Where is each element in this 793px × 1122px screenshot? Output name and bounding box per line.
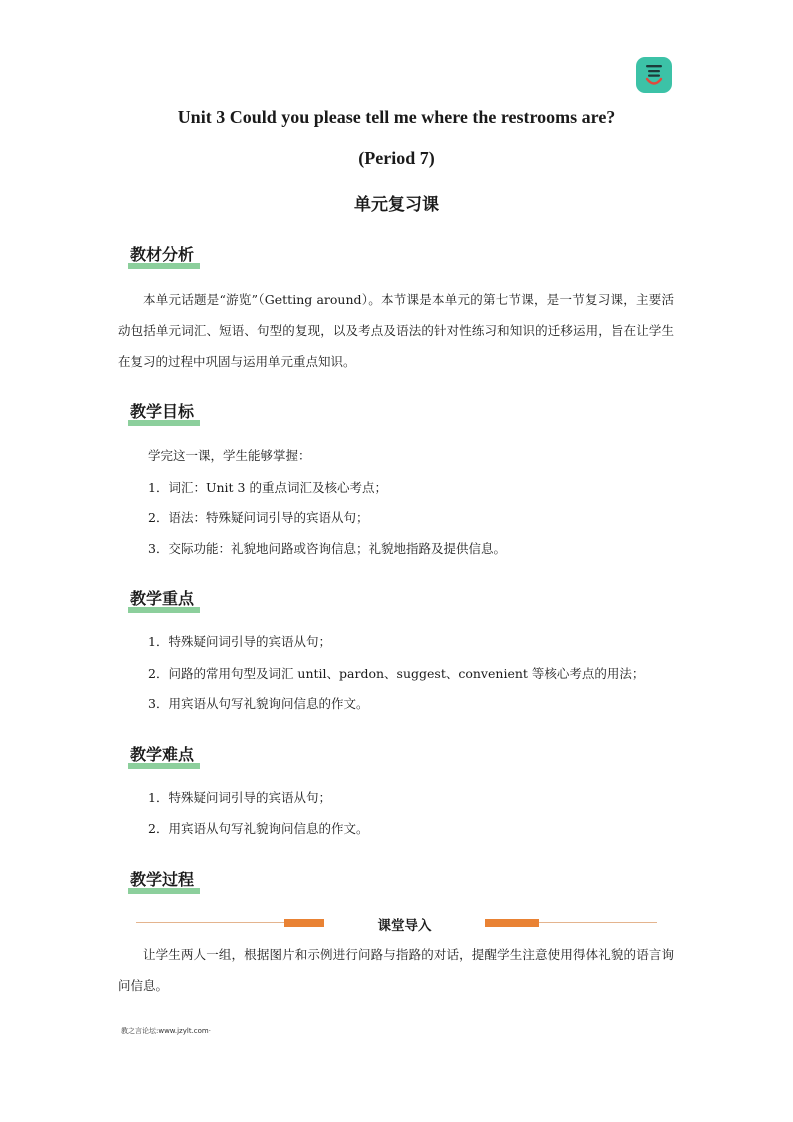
goals-intro: 学完这一课，学生能够掌握： <box>148 448 311 463</box>
divider-accent <box>485 919 539 927</box>
section-heading-analysis: 教材分析 <box>128 245 196 271</box>
divider-accent <box>284 919 324 927</box>
analysis-paragraph: 本单元话题是“游览”（Getting around）。本节课是本单元的第七节课，是一节复习课，主要活动包括单元词汇、短语、句型的复现，以及考点及语法的针对性练习和知识的迁移运用，旨在让学生在复习的过程中巩固与运用单元重点知识。 <box>118 292 674 369</box>
subsection-heading-intro: 课堂导入 <box>377 918 432 934</box>
difficulty-item: 1．特殊疑问词引导的宾语从句； <box>148 790 331 805</box>
document-subtitle: 单元复习课 <box>354 195 439 215</box>
speech-logo-icon <box>636 57 672 93</box>
footer-source: 教之言论坛:www.jzylt.com· <box>121 1027 211 1035</box>
goals-item: 3．交际功能：礼貌地问路或咨询信息；礼貌地指路及提供信息。 <box>148 541 506 556</box>
brand-logo-icon <box>636 57 672 93</box>
section-heading-goals: 教学目标 <box>128 402 196 428</box>
document-title: Unit 3 Could you please tell me where the restrooms are? <box>177 107 616 127</box>
goals-item: 2．语法：特殊疑问词引导的宾语从句； <box>148 510 369 525</box>
process-paragraph: 让学生两人一组，根据图片和示例进行问路与指路的对话，提醒学生注意使用得体礼貌的语言询问信息。 <box>118 947 674 993</box>
key-point-item: 3．用宾语从句写礼貌询问信息的作文。 <box>148 696 369 711</box>
key-point-item: 1．特殊疑问词引导的宾语从句； <box>148 634 331 649</box>
document-period: (Period 7) <box>358 148 435 168</box>
divider-line <box>539 922 657 923</box>
difficulty-item: 2．用宾语从句写礼貌询问信息的作文。 <box>148 821 369 836</box>
goals-item: 1．词汇：Unit 3 的重点词汇及核心考点； <box>148 480 387 495</box>
section-heading-difficulties: 教学难点 <box>128 745 196 771</box>
divider-line <box>136 922 284 923</box>
key-point-item: 2．问路的常用句型及词汇 until、pardon、suggest、convenient 等核心考点的用法； <box>148 666 645 681</box>
section-heading-process: 教学过程 <box>128 870 196 896</box>
section-heading-key-points: 教学重点 <box>128 589 196 615</box>
